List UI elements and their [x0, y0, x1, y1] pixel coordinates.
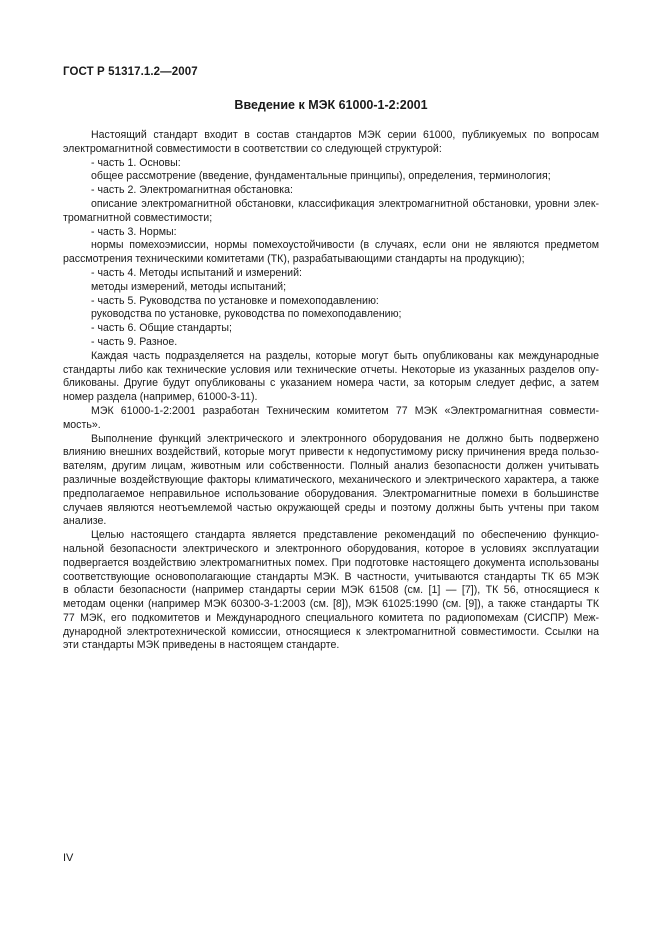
text-line: тромагнитной совместимости; [63, 211, 213, 224]
text-line: методы измерений, методы испытаний; [91, 280, 287, 293]
text-line: МЭК 61000-1-2:2001 разработан Техническим комитетом 77 МЭК «Электромагнитная совмести- [91, 404, 599, 417]
text-line: методам оценки (например МЭК 60300-3-1:2003 (см. [8]), МЭК 61025:1990 (см. [9]), а также стандарты ТК [63, 598, 599, 611]
list-item: - часть 4. Методы испытаний и измерений: [91, 266, 302, 279]
text-line: в области безопасности (например стандарты серии МЭК 61508 (см. [1] — [7]), ТК 56, относящиеся к [63, 584, 599, 597]
text-line: общее рассмотрение (введение, фундаментальные принципы), определения, терминология; [91, 170, 551, 183]
document-body [63, 129, 599, 653]
list-item: - часть 9. Разное. [91, 335, 178, 348]
text-line: руководства по установке, руководства по помехоподавлению; [91, 308, 402, 321]
text-line: Каждая часть подразделяется на разделы, которые могут быть опубликованы как международные [91, 349, 599, 362]
text-line: бликованы. Другие будут опубликованы с указанием номера части, за которым следует дефис, а затем [63, 377, 599, 390]
section-title: Введение к МЭК 61000-1-2:2001 [234, 98, 428, 112]
list-item: - часть 6. Общие стандарты; [91, 322, 232, 335]
text-line: случаев являются неотъемлемой частью окружающей среды и поэтому должны быть учтены при таком [63, 501, 599, 514]
text-line: электромагнитной совместимости в соответствии со следующей структурой: [63, 142, 442, 155]
text-line: стандарты либо как технические условия или технические отчеты. Некоторые из указанных разделов опу- [63, 363, 599, 376]
text-line: рассмотрения техническими комитетами (ТК), разрабатывающими стандарты на продукцию); [63, 253, 525, 266]
text-line: мость». [63, 418, 101, 431]
list-item: - часть 5. Руководства по установке и помехоподавлению: [91, 294, 379, 307]
text-line: Настоящий стандарт входит в состав стандартов МЭК серии 61000, публикуемых по вопросам [91, 129, 599, 141]
text-line: номер раздела (например, 61000-3-11). [63, 391, 258, 404]
text-line: вателям, другим лицам, животным или собственности. Полный анализ безопасности должен учитывать [63, 460, 599, 473]
page-number: IV [63, 852, 74, 864]
text-line: эти стандарты МЭК приведены в настоящем стандарте. [63, 639, 340, 652]
list-item: - часть 3. Нормы: [91, 225, 177, 238]
text-line: соответствующие основополагающие стандарты МЭК. В частности, учитываются стандарты ТК 65 МЭК [63, 570, 599, 583]
text-line: различные воздействующие факторы климатического, механического и электрического характера, а также [63, 473, 599, 486]
list-item: - часть 2. Электромагнитная обстановка: [91, 184, 293, 197]
text-line: Выполнение функций электрического и электронного оборудования не должно быть подвержено [91, 432, 599, 445]
text-line: описание электромагнитной обстановки, классификация электромагнитной обстановки, уровни элек- [91, 197, 599, 210]
text-line: предполагаемое неправильное использование оборудования. Электромагнитные помехи в большинстве [63, 487, 599, 500]
text-line: анализе. [63, 515, 107, 528]
text-line: нальной безопасности электрического и электронного оборудования, которое в условиях эксплуатации [63, 542, 599, 555]
text-line: нормы помехоэмиссии, нормы помехоустойчивости (в случаях, если они не являются предметом [91, 239, 599, 252]
text-line: дународной электротехнической комиссии, относящиеся к электромагнитной совместимости. Ссылки на [63, 625, 599, 638]
document-code: ГОСТ Р 51317.1.2—2007 [63, 66, 198, 78]
text-line: подвергается воздействию электромагнитных помех. При подготовке настоящего документа использованы [63, 556, 599, 569]
text-line: Целью настоящего стандарта является представление рекомендаций по обеспечению функцио- [91, 529, 599, 542]
list-item: - часть 1. Основы: [91, 156, 181, 169]
text-line: влиянию внешних воздействий, которые могут привести к недопустимому риску причинения вреда пользо- [63, 446, 599, 459]
text-line: 77 МЭК, его подкомитетов и Международного специального комитета по радиопомехам (СИСПР) Меж- [63, 611, 599, 624]
